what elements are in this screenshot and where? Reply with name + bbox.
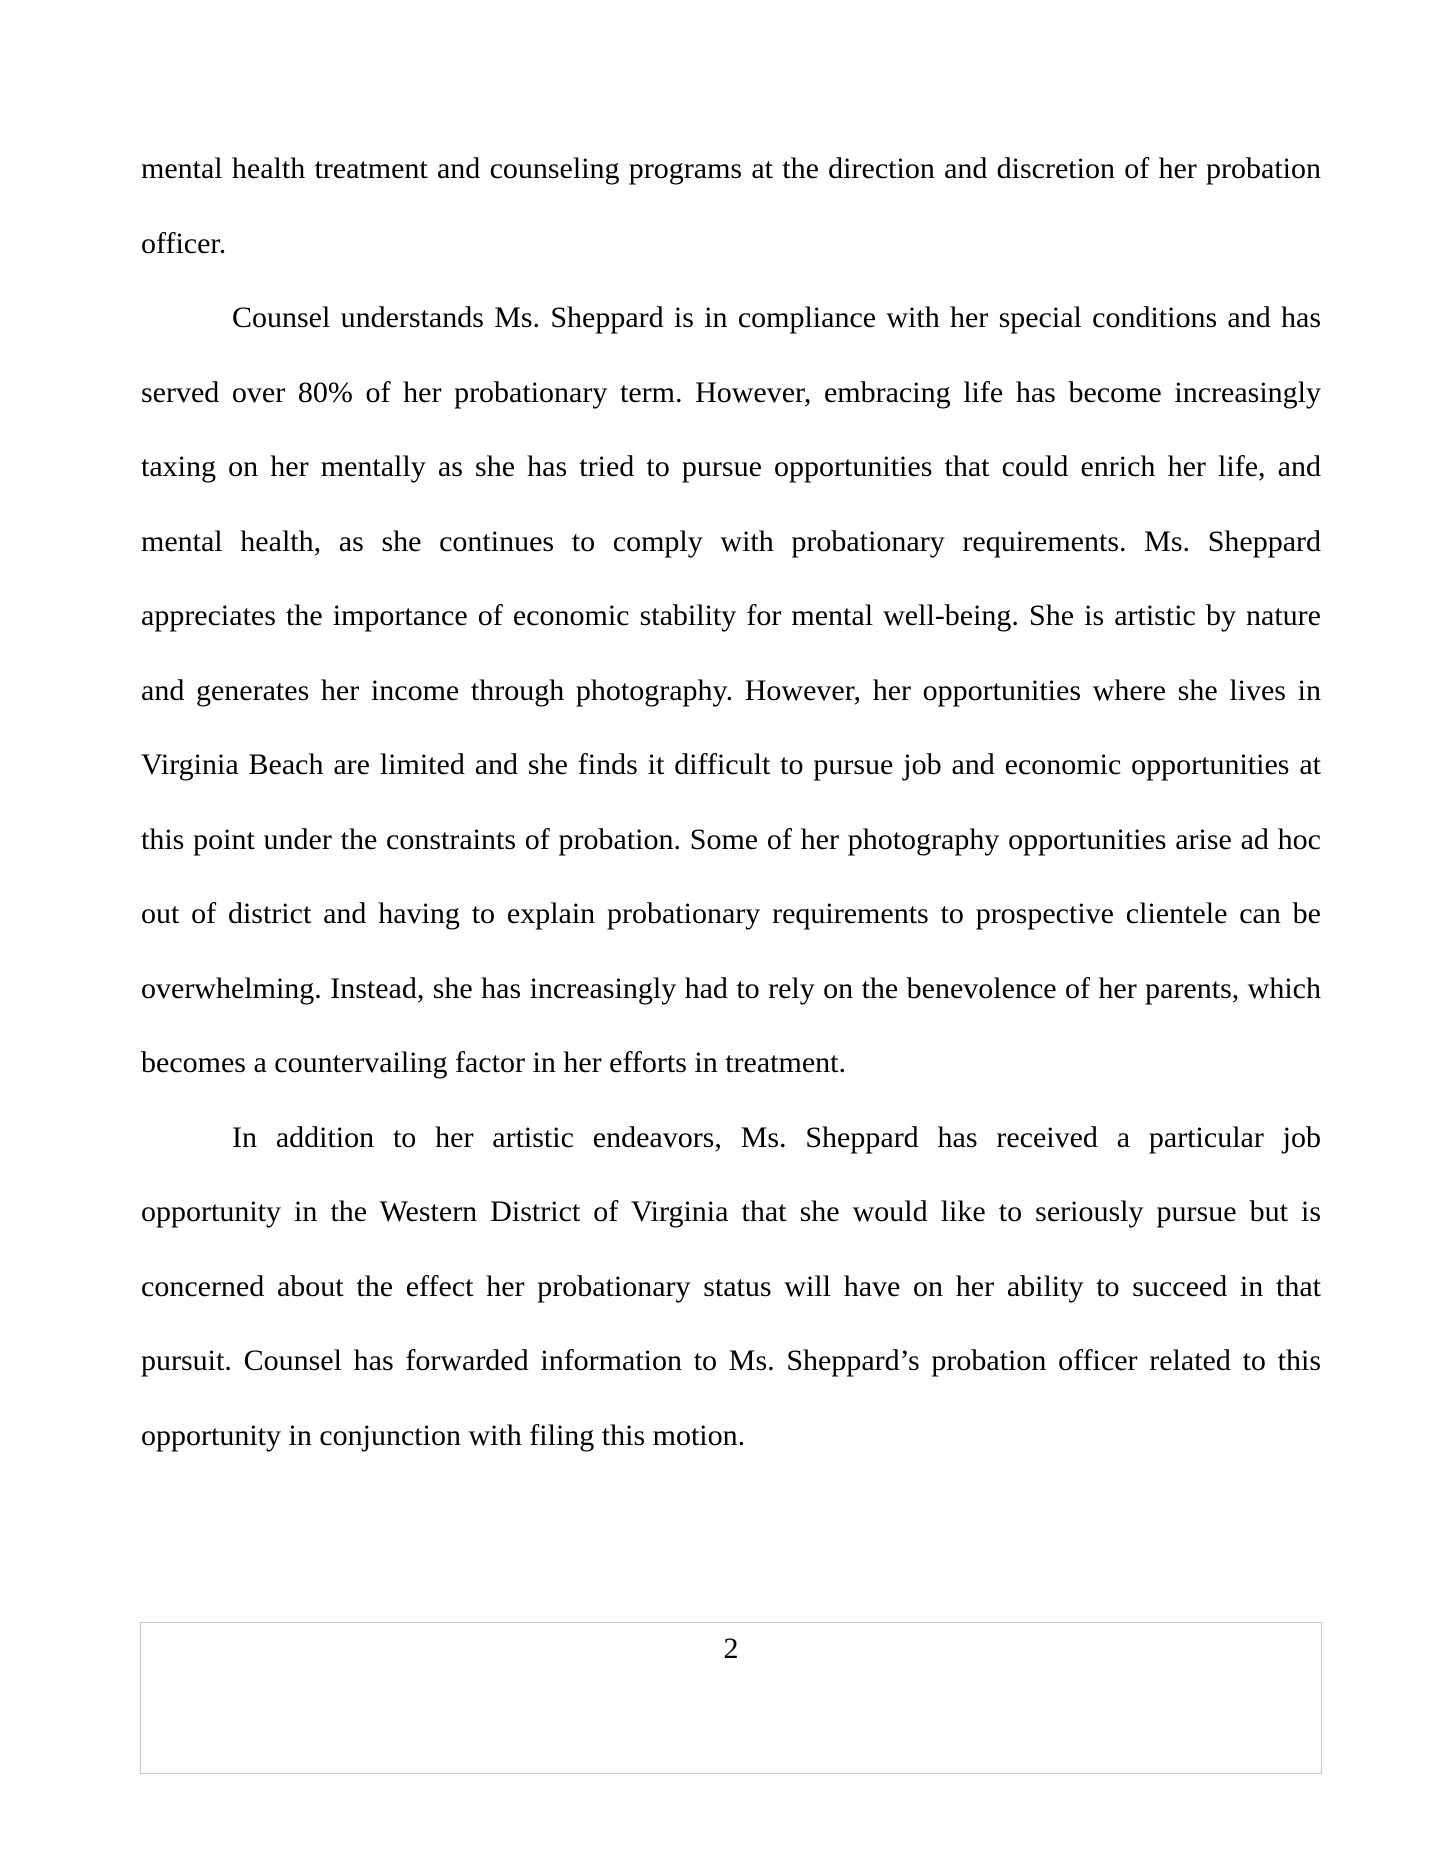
paragraph-continuation: mental health treatment and counseling programs at the direction and discretion of her probation officer.: [141, 152, 1321, 260]
page-number: 2: [723, 1632, 739, 1665]
page-footer: [140, 1622, 1322, 1774]
paragraph-compliance-status: Counsel understands Ms. Sheppard is in compliance with her special conditions and has served over 80% of her probationary term. However, embracing life has become increasingly taxing on her mentally as she has tried to pursue opportunities that could enrich her life, and mental health, as she continues to comply with probationary requirements. Ms. Sheppard appreciates the importance of economic stability for mental well-being. She is artistic by nature and generates her income through photography. However, her opportunities where she lives in Virginia Beach are limited and she finds it difficult to pursue job and economic opportunities at this point under the constraints of probation. Some of her photography opportunities arise ad hoc out of district and having to explain probationary requirements to prospective clientele can be overwhelming. Instead, she has increasingly had to rely on the benevolence of her parents, which becomes a countervailing factor in her efforts in treatment.: [141, 301, 1321, 1079]
paragraph-job-opportunity: In addition to her artistic endeavors, Ms. Sheppard has received a particular job opportunity in the Western District of Virginia that she would like to seriously pursue but is concerned about the effect her probationary status will have on her ability to succeed in that pursuit. Counsel has forwarded information to Ms. Sheppard’s probation officer related to this opportunity in conjunction with filing this motion.: [141, 1120, 1321, 1452]
document-body: [141, 132, 1321, 1473]
